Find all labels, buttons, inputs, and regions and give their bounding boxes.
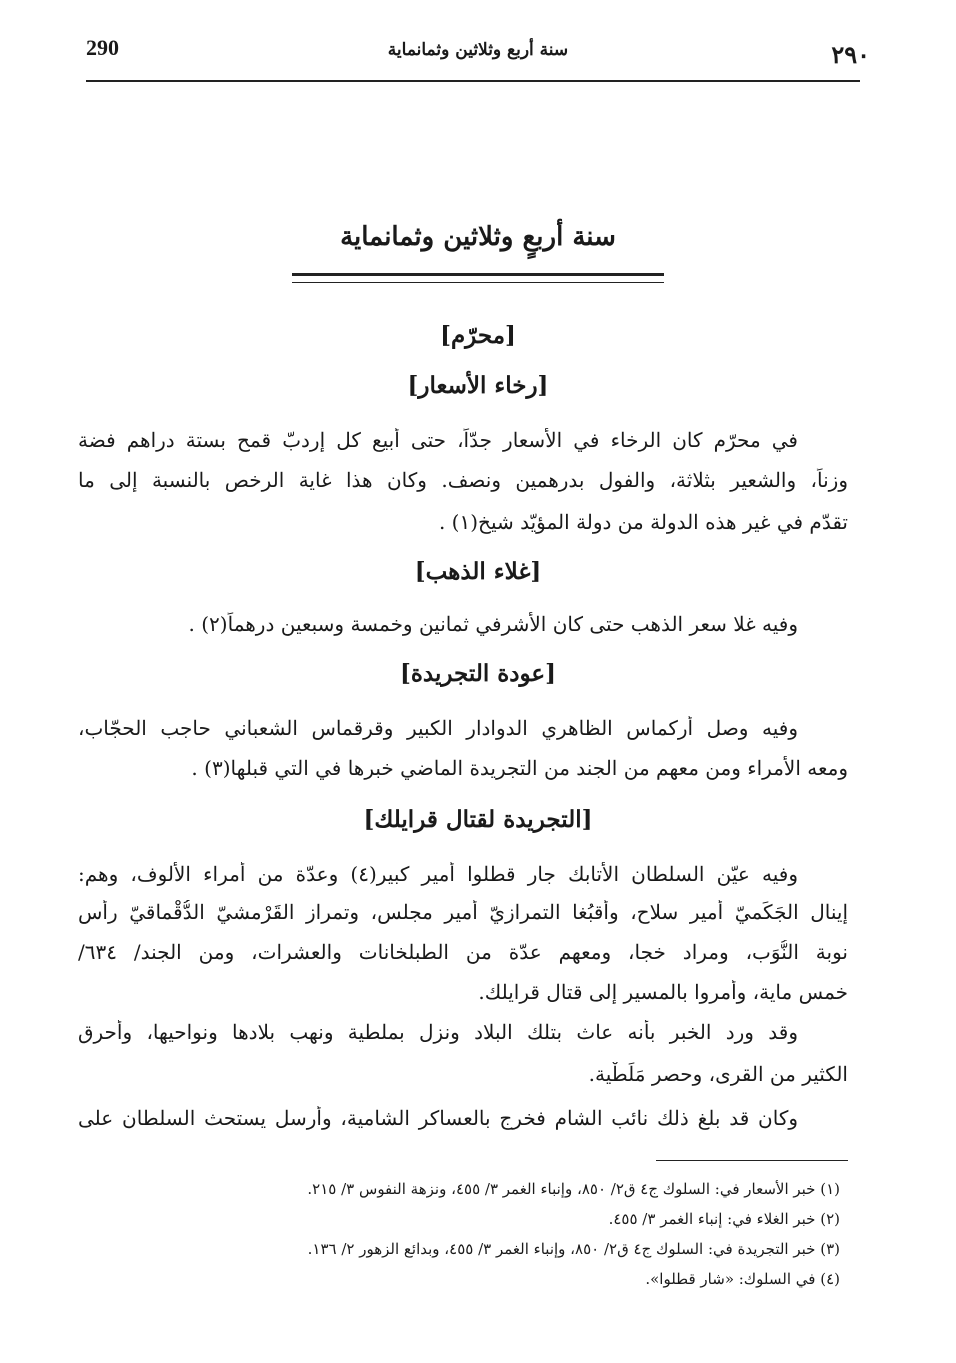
footnote: (١) خبر الأسعار في: السلوك ج٤ ق٢/ ٨٥٠، وإنباء الغمر ٣/ ٤٥٥، ونزهة النفوس ٣/ ٢١٥. bbox=[307, 1180, 840, 1198]
paragraph-line: وفيه عيّن السلطان الأتابك جار قطلوا أمير كبير(٤) وعدّة من أمراء الألوف، وهم: bbox=[78, 862, 798, 886]
paragraph-line: إينال الجَكَميّ أمير سلاح، وأقبُغا التمرازيّ أمير مجلس، وتمراز القَرْمشيّ الدُّقْماقيّ رأس bbox=[78, 900, 848, 924]
footnote: (٢) خبر الغلاء في: إنباء الغمر ٣/ ٤٥٥. bbox=[608, 1210, 840, 1228]
chapter-title: سنة أربعٍ وثلاثين وثمانماية bbox=[340, 222, 616, 252]
paragraph-line: في محرّم كان الرخاء في الأسعار جدّاً، حتى أبيع كل إردبّ قمح بستة دراهم فضة bbox=[78, 428, 798, 452]
paragraph-line: وقد ورد الخبر بأنه عاث بتلك البلاد ونزل بملطية ونهب بلادها ونواحيها، وأحرق bbox=[78, 1020, 798, 1044]
paragraph-line: وكان قد بلغ ذلك نائب الشام فخرج بالعساكر الشامية، وأرسل يستحث السلطان على bbox=[78, 1106, 798, 1130]
paragraph-line: وفيه غلا سعر الذهب حتى كان الأشرفي ثمانين وخمسة وسبعين درهماً(٢) . bbox=[188, 612, 798, 636]
running-title: سنة أربع وثلاثين وثمانماية bbox=[387, 40, 569, 60]
paragraph-line: نوبة النُّوَب، ومراد خجا، ومعهم عدّة من الطبلخانات والعشرات، ومن الجند/ ٦٣٤/ bbox=[78, 940, 848, 964]
page-number-latin: 290 bbox=[86, 35, 119, 60]
title-rule-thick bbox=[292, 273, 664, 276]
footnote: (٤) في السلوك: «شار قطلوا». bbox=[645, 1270, 840, 1288]
heading-gold: [غلاء الذهب] bbox=[414, 558, 542, 585]
header-rule bbox=[86, 80, 860, 82]
heading-prices: [رخاء الأسعار] bbox=[407, 372, 549, 399]
page-header bbox=[0, 0, 956, 90]
paragraph-line: خمس ماية، وأُمروا بالمسير إلى قتال قرايلك. bbox=[478, 980, 848, 1004]
footnote: (٣) خبر التجريدة في: السلوك ج٤ ق٢/ ٨٥٠، وإنباء الغمر ٣/ ٤٥٥، وبدائع الزهور ٢/ ١٣٦. bbox=[307, 1240, 840, 1258]
paragraph-line: ومعه الأمراء ومن معهم من الجند من التجريدة الماضي خبرها في التي قبلها(٣) . bbox=[191, 756, 848, 780]
heading-expedition: [التجريدة لقتال قرايلك] bbox=[363, 806, 593, 833]
heading-muharram: [محرّم] bbox=[440, 322, 516, 349]
title-rule-thin bbox=[292, 282, 664, 283]
paragraph-line: وفيه وصل أركماس الظاهري الدوادار الكبير وقرقماس الشعباني حاجب الحجّاب، bbox=[78, 716, 798, 740]
paragraph-line: الكثير من القرى، وحصر مَلَطْية. bbox=[588, 1062, 848, 1086]
paragraph-line: تقدّم في غير هذه الدولة من دولة المؤيّد شيخ(١) . bbox=[438, 510, 848, 534]
page-number-arabic: ٢٩٠ bbox=[831, 40, 870, 69]
heading-return: [عودة التجريدة] bbox=[399, 660, 557, 687]
paragraph-line: وزناً، والشعير بثلاثة، والفول بدرهمين ونصف. وكان هذا غاية الرخص بالنسبة إلى ما bbox=[78, 468, 848, 492]
footnote-rule bbox=[656, 1160, 848, 1161]
